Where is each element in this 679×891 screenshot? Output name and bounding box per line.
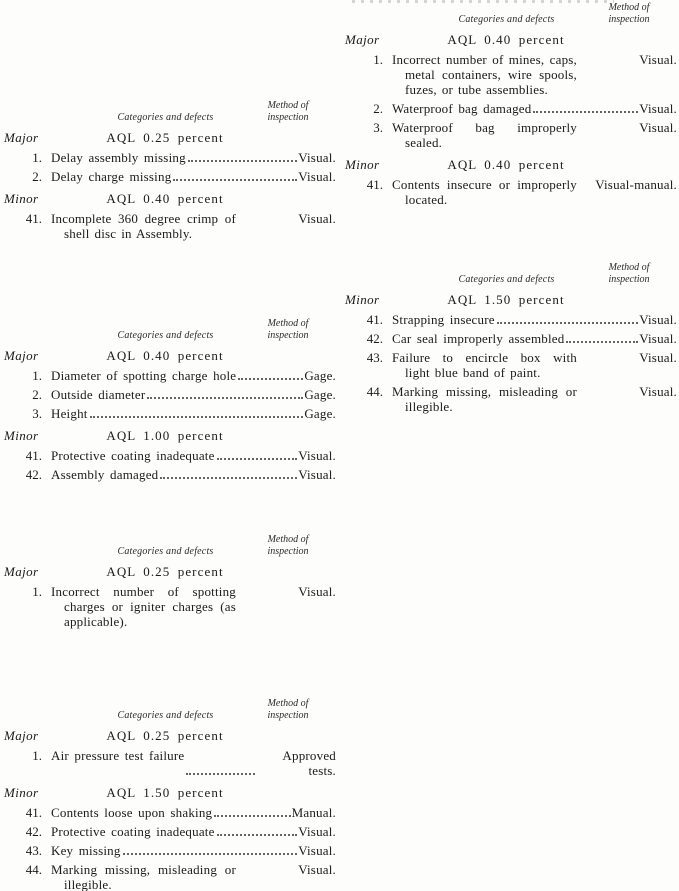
defect-item-row xyxy=(2,368,336,383)
severity-label: Major xyxy=(4,728,39,743)
severity-group-row xyxy=(343,292,677,308)
defect-description: Protective coating inadequate xyxy=(51,448,215,463)
defect-description: Diameter of spotting charge hole xyxy=(51,368,237,383)
severity-label: Major xyxy=(4,130,39,145)
defect-item-row xyxy=(343,312,677,327)
defect-description: Key missing xyxy=(51,843,121,858)
item-number: 43. xyxy=(25,843,42,858)
defect-description: Failure to encircle box with light blue band of paint. xyxy=(392,350,577,380)
defect-item-row xyxy=(2,448,336,463)
method-header-line1: Method of xyxy=(608,262,650,273)
defect-item-row xyxy=(2,467,336,482)
aql-value: AQL 0.25 percent xyxy=(106,130,224,145)
severity-group-row xyxy=(2,348,336,364)
inspection-method: Visual. xyxy=(298,467,336,482)
method-header-line2: inspection xyxy=(608,13,650,25)
item-number: 41. xyxy=(366,177,383,192)
defect-item-row xyxy=(343,120,677,150)
inspection-table-2 xyxy=(2,318,336,482)
item-number: 1. xyxy=(32,584,42,599)
defect-description: Protective coating inadequate xyxy=(51,824,215,839)
dotted-leader xyxy=(188,159,297,162)
defect-description: Incorrect number of mines, caps, metal containers, wire spools, fuzes, or tube assemblies. xyxy=(392,52,577,97)
defect-item-row xyxy=(2,150,336,165)
categories-defects-header: Categories and defects xyxy=(117,330,214,341)
method-header-line1: Method of xyxy=(267,318,309,329)
defect-description: Waterproof bag damaged xyxy=(392,101,532,116)
aql-value: AQL 1.50 percent xyxy=(447,292,565,307)
dotted-leader xyxy=(566,340,638,343)
severity-group-row xyxy=(343,32,677,48)
aql-value: AQL 0.40 percent xyxy=(447,32,565,47)
dotted-leader xyxy=(533,110,638,113)
inspection-method: Gage. xyxy=(304,368,336,383)
inspection-method: Visual. xyxy=(639,120,677,135)
inspection-table-5 xyxy=(343,2,677,207)
severity-group-row xyxy=(343,157,677,173)
item-number: 2. xyxy=(32,387,42,402)
defect-description: Assembly damaged xyxy=(51,467,159,482)
item-number: 41. xyxy=(25,211,42,226)
inspection-table-1 xyxy=(2,100,336,241)
dotted-leader xyxy=(123,852,298,855)
table-header xyxy=(343,2,677,25)
dotted-leader xyxy=(214,814,290,817)
method-header-line1: Method of xyxy=(608,2,650,13)
aql-value: AQL 0.40 percent xyxy=(106,191,224,206)
inspection-method: Visual. xyxy=(639,384,677,399)
item-number: 42. xyxy=(25,824,42,839)
item-number: 1. xyxy=(32,150,42,165)
inspection-method: Visual. xyxy=(298,862,336,877)
inspection-table-4 xyxy=(2,698,336,891)
method-header-line1: Method of xyxy=(267,698,309,709)
defect-description: Height xyxy=(51,406,88,421)
table-header xyxy=(2,534,336,557)
method-of-inspection-header xyxy=(585,2,677,25)
categories-defects-header: Categories and defects xyxy=(458,14,555,25)
defect-item-row xyxy=(343,52,677,97)
defect-item-row xyxy=(2,169,336,184)
defect-description: Outside diameter xyxy=(51,387,146,402)
method-header-line2: inspection xyxy=(267,709,309,721)
method-header-line2: inspection xyxy=(267,545,309,557)
method-of-inspection-header xyxy=(244,318,336,341)
defect-description: Strapping insecure xyxy=(392,312,495,327)
defect-description: Contents insecure or improperly located. xyxy=(392,177,577,207)
method-of-inspection-header xyxy=(585,262,677,285)
defect-description: Air pressure test failure xyxy=(51,748,185,763)
item-number: 41. xyxy=(25,805,42,820)
inspection-method: Visual-manual. xyxy=(595,177,677,192)
dotted-leader xyxy=(217,833,298,836)
item-number: 1. xyxy=(32,748,42,763)
inspection-method: Visual. xyxy=(639,350,677,365)
inspection-method: Visual. xyxy=(639,52,677,67)
categories-defects-header: Categories and defects xyxy=(458,274,555,285)
inspection-method: Visual. xyxy=(298,211,336,226)
categories-defects-header: Categories and defects xyxy=(117,546,214,557)
inspection-method: Manual. xyxy=(291,805,336,820)
method-header-line2: inspection xyxy=(267,329,309,341)
severity-label: Major xyxy=(4,564,39,579)
dotted-leader xyxy=(90,415,304,418)
defect-item-row xyxy=(343,350,677,380)
inspection-method: Approved tests. xyxy=(282,748,336,778)
method-header-line2: inspection xyxy=(267,111,309,123)
severity-group-row xyxy=(2,785,336,801)
defect-description: Contents loose upon shaking xyxy=(51,805,213,820)
method-of-inspection-header xyxy=(244,698,336,721)
inspection-table-6 xyxy=(343,262,677,414)
aql-value: AQL 0.25 percent xyxy=(106,564,224,579)
defect-item-row xyxy=(2,584,336,629)
defect-description: Incorrect number of spotting charges or igniter charges (as applicable). xyxy=(51,584,236,629)
inspection-method: Visual. xyxy=(639,331,677,346)
severity-group-row xyxy=(2,130,336,146)
categories-defects-header: Categories and defects xyxy=(117,112,214,123)
defect-description: Car seal improperly assembled xyxy=(392,331,565,346)
defect-item-row xyxy=(2,387,336,402)
defect-item-row xyxy=(2,211,336,241)
defect-item-row xyxy=(343,384,677,414)
aql-value: AQL 0.40 percent xyxy=(106,348,224,363)
item-number: 1. xyxy=(32,368,42,383)
defect-item-row xyxy=(2,805,336,820)
severity-label: Minor xyxy=(4,191,39,206)
table-header xyxy=(2,318,336,341)
table-header xyxy=(2,698,336,721)
defect-item-row xyxy=(2,824,336,839)
defect-item-row xyxy=(343,331,677,346)
inspection-method: Visual. xyxy=(298,843,336,858)
severity-group-row xyxy=(2,428,336,444)
method-of-inspection-header xyxy=(244,100,336,123)
item-number: 41. xyxy=(25,448,42,463)
item-number: 2. xyxy=(32,169,42,184)
aql-value: AQL 1.00 percent xyxy=(106,428,224,443)
item-number: 44. xyxy=(366,384,383,399)
dotted-leader xyxy=(186,772,255,775)
defect-description: Marking missing, misleading or illegible. xyxy=(51,862,236,891)
item-number: 2. xyxy=(373,101,383,116)
severity-label: Minor xyxy=(4,785,39,800)
method-header-line1: Method of xyxy=(267,100,309,111)
defect-description: Incomplete 360 degree crimp of shell disc in Assembly. xyxy=(51,211,236,241)
dotted-leader xyxy=(173,178,297,181)
inspection-method: Visual. xyxy=(298,150,336,165)
inspection-method: Visual. xyxy=(639,101,677,116)
item-number: 44. xyxy=(25,862,42,877)
defect-description: Marking missing, misleading or illegible. xyxy=(392,384,577,414)
dotted-leader xyxy=(497,321,638,324)
table-header xyxy=(2,100,336,123)
aql-value: AQL 0.40 percent xyxy=(447,157,565,172)
severity-label: Minor xyxy=(345,157,380,172)
inspection-method: Visual. xyxy=(298,584,336,599)
inspection-table-3 xyxy=(2,534,336,629)
severity-group-row xyxy=(2,564,336,580)
severity-label: Minor xyxy=(345,292,380,307)
defect-item-row xyxy=(343,101,677,116)
categories-defects-header: Categories and defects xyxy=(117,710,214,721)
item-number: 42. xyxy=(366,331,383,346)
inspection-method: Visual. xyxy=(639,312,677,327)
item-number: 3. xyxy=(373,120,383,135)
severity-label: Major xyxy=(345,32,380,47)
aql-value: AQL 0.25 percent xyxy=(106,728,224,743)
inspection-method: Visual. xyxy=(298,169,336,184)
dotted-leader xyxy=(147,396,303,399)
defect-item-row xyxy=(2,748,336,778)
severity-label: Major xyxy=(4,348,39,363)
inspection-method: Gage. xyxy=(304,387,336,402)
defect-item-row xyxy=(2,406,336,421)
item-number: 41. xyxy=(366,312,383,327)
severity-group-row xyxy=(2,191,336,207)
inspection-method: Gage. xyxy=(304,406,336,421)
method-header-line1: Method of xyxy=(267,534,309,545)
table-header xyxy=(343,262,677,285)
defect-item-row xyxy=(2,862,336,891)
method-of-inspection-header xyxy=(244,534,336,557)
item-number: 42. xyxy=(25,467,42,482)
item-number: 3. xyxy=(32,406,42,421)
defect-description: Delay charge missing xyxy=(51,169,172,184)
defect-item-row xyxy=(343,177,677,207)
aql-value: AQL 1.50 percent xyxy=(106,785,224,800)
dotted-leader xyxy=(160,476,297,479)
method-header-line2: inspection xyxy=(608,273,650,285)
defect-description: Delay assembly missing xyxy=(51,150,186,165)
dotted-leader xyxy=(238,377,303,380)
severity-group-row xyxy=(2,728,336,744)
inspection-method: Visual. xyxy=(298,824,336,839)
item-number: 1. xyxy=(373,52,383,67)
defect-description: Waterproof bag improperly sealed. xyxy=(392,120,577,150)
inspection-method: Visual. xyxy=(298,448,336,463)
defect-item-row xyxy=(2,843,336,858)
severity-label: Minor xyxy=(4,428,39,443)
dotted-leader xyxy=(217,457,298,460)
item-number: 43. xyxy=(366,350,383,365)
